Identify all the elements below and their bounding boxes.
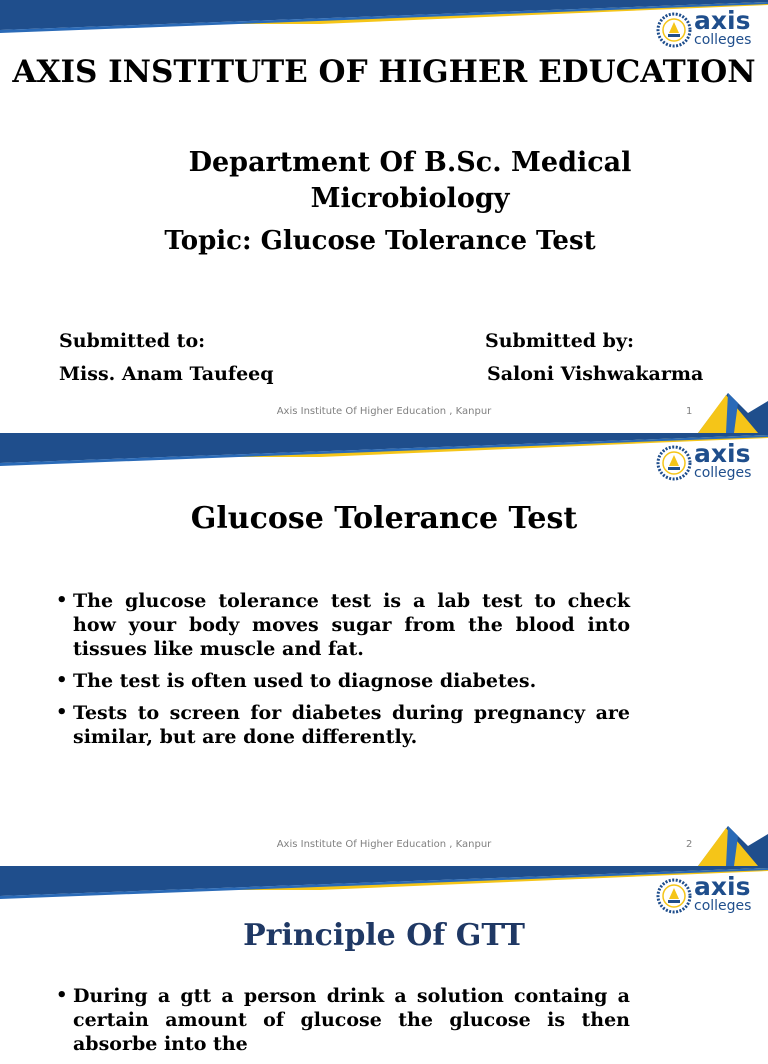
logo-word-axis: axis [694, 6, 751, 35]
bullet-list [56, 984, 630, 1064]
list-item: • During a gtt a person drink a solution containg a certain amount of glucose the glucose is then absorbe into the [56, 984, 630, 1056]
submitted-to-name: Miss. Anam Taufeeq [59, 363, 274, 385]
list-item: • The glucose tolerance test is a lab test to check how your body moves sugar from the blood into tissues like muscle and fat. [56, 589, 630, 661]
corner-decoration [698, 391, 768, 433]
logo-seal-icon [656, 12, 692, 48]
slide-2 [0, 433, 768, 866]
page-number: 1 [686, 406, 693, 417]
submitted-to-label: Submitted to: [59, 330, 206, 352]
submitted-by-name: Saloni Vishwakarma [487, 363, 704, 385]
logo-word-colleges: colleges [694, 465, 752, 481]
slide-title: Principle Of GTT [243, 918, 525, 953]
topic-title: Topic: Glucose Tolerance Test [164, 226, 596, 256]
logo-seal-icon [656, 445, 692, 481]
logo-word-axis: axis [694, 439, 751, 468]
slide-title: Glucose Tolerance Test [190, 501, 578, 536]
logo-word-colleges: colleges [694, 898, 752, 914]
top-band-decoration [0, 866, 768, 900]
corner-decoration [698, 824, 768, 866]
axis-colleges-logo [656, 872, 756, 918]
top-band-decoration [0, 0, 768, 34]
logo-word-axis: axis [694, 872, 751, 901]
page-number: 2 [686, 839, 693, 850]
axis-colleges-logo [656, 6, 756, 52]
department-title: Department Of B.Sc. Medical Microbiology [188, 147, 632, 214]
slide-1 [0, 0, 768, 433]
logo-word-colleges: colleges [694, 32, 752, 48]
logo-seal-icon [656, 878, 692, 914]
top-band-decoration [0, 433, 768, 467]
slide-3 [0, 866, 768, 1055]
footer-text: Axis Institute Of Higher Education , Kanpur [276, 406, 492, 417]
institute-title: AXIS INSTITUTE OF HIGHER EDUCATION [12, 54, 756, 90]
list-item: • The test is often used to diagnose diabetes. [56, 669, 630, 693]
submitted-by-label: Submitted by: [485, 330, 635, 352]
footer-text: Axis Institute Of Higher Education , Kanpur [276, 839, 492, 850]
bullet-list [56, 589, 630, 757]
axis-colleges-logo [656, 439, 756, 485]
list-item: • Tests to screen for diabetes during pregnancy are similar, but are done differently. [56, 701, 630, 749]
